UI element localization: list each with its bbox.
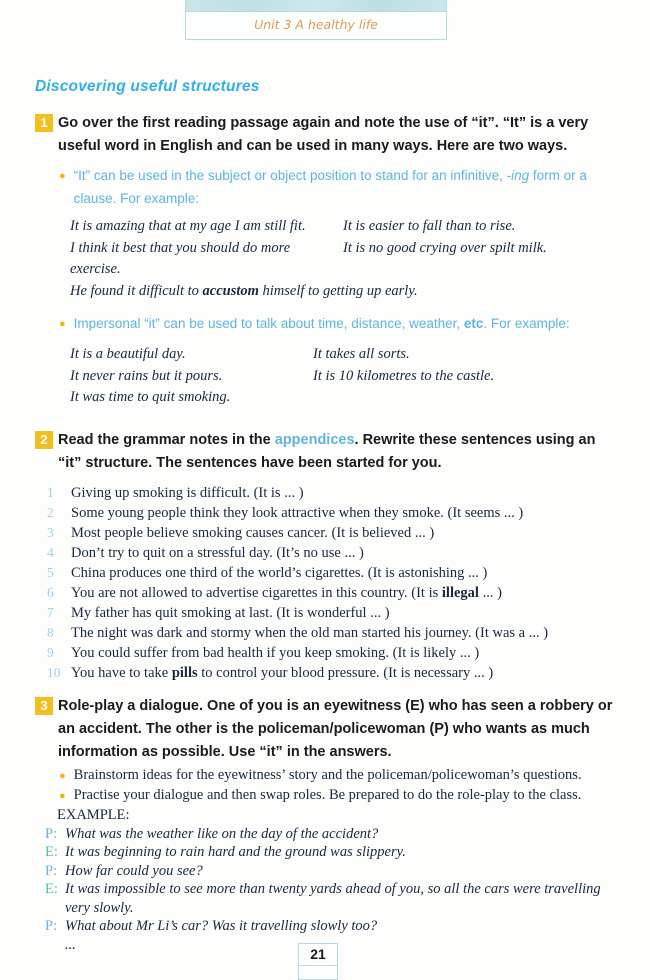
item-text: Giving up smoking is difficult. (It is ... ) bbox=[71, 484, 304, 501]
item-text: China produces one third of the world’s cigarettes. (It is astonishing ... ) bbox=[71, 564, 488, 581]
activity-1-header bbox=[35, 112, 620, 158]
item-text: Most people believe smoking causes cancer. (It is believed ... ) bbox=[71, 524, 435, 541]
list-item-number: 9 bbox=[47, 644, 54, 660]
example-row bbox=[70, 366, 620, 388]
activity-3-number-badge: 3 bbox=[35, 697, 53, 715]
example-row bbox=[70, 344, 620, 366]
list-item bbox=[47, 663, 620, 683]
list-item bbox=[47, 563, 620, 583]
example-sentence: It is a beautiful day. bbox=[70, 346, 186, 362]
speaker-label-empty bbox=[45, 936, 61, 955]
dialogue-text: How far could you see? bbox=[65, 862, 203, 879]
list-item-text bbox=[71, 543, 364, 563]
speaker-label-p: P: bbox=[45, 862, 58, 879]
list-item-number: 2 bbox=[47, 504, 54, 520]
bullet-2-text-etc: etc bbox=[463, 316, 484, 331]
activity-3-bullet-2-text: Practise your dialogue and then swap roles. Be prepared to do the role-play to the class. bbox=[73, 786, 582, 803]
list-item-number: 1 bbox=[47, 484, 54, 500]
speaker-label-e: E: bbox=[45, 844, 58, 860]
item-text: My father has quit smoking at last. (It is wonderful ... ) bbox=[71, 604, 390, 621]
list-item bbox=[47, 623, 620, 643]
item-text: Don’t try to quit on a stressful day. (It’s no use ... ) bbox=[71, 544, 364, 561]
list-item bbox=[47, 503, 620, 523]
example-row bbox=[70, 238, 620, 281]
example-sentence-post: himself to getting up early. bbox=[258, 282, 418, 299]
list-item-text bbox=[71, 483, 304, 503]
list-item-text bbox=[71, 563, 487, 583]
item-text: You have to take bbox=[71, 664, 172, 681]
list-item-text bbox=[71, 643, 479, 663]
page-number: 21 bbox=[298, 943, 338, 966]
activity-2-instruction bbox=[58, 429, 618, 475]
list-item bbox=[47, 483, 620, 503]
activity-1-instruction: Go over the first reading passage again and note the use of “it”. “It” is a very useful word in English and can be used in many ways. Here are two ways. bbox=[58, 115, 589, 154]
bullet-1-text-ing: -ing bbox=[506, 168, 530, 183]
activity-3-header bbox=[35, 695, 620, 764]
dialogue-text: What about Mr Li’s car? Was it travelling slowly too? bbox=[65, 918, 378, 934]
bullet-2-text-post: . For example: bbox=[483, 316, 570, 331]
example-row bbox=[70, 281, 620, 303]
activity-2-sentence-list bbox=[47, 483, 620, 683]
example-sentence: I think it best that you should do more exercise. bbox=[70, 239, 291, 277]
activity-1 bbox=[35, 112, 620, 409]
appendices-reference: appendices bbox=[274, 431, 355, 448]
speaker-label-p: P: bbox=[45, 825, 58, 842]
list-item-number: 6 bbox=[47, 584, 54, 600]
dialogue-text: What was the weather like on the day of the accident? bbox=[65, 825, 379, 842]
activity-2-instruction-post: . Rewrite these sentences using an “it” structure. The sentences have been started for you. bbox=[58, 431, 596, 471]
list-item-number: 10 bbox=[47, 664, 61, 680]
bullet-dot-icon: ● bbox=[59, 318, 66, 330]
example-sentence: It takes all sorts. bbox=[313, 346, 410, 362]
dialogue-line bbox=[45, 880, 615, 917]
unit-header-watercolor-band bbox=[186, 0, 446, 12]
list-item-text bbox=[71, 623, 548, 643]
bullet-dot-icon: ● bbox=[59, 170, 66, 182]
dialogue-line bbox=[45, 917, 615, 936]
example-sentence-pre: He found it difficult to bbox=[70, 282, 203, 299]
example-label: EXAMPLE: bbox=[57, 806, 130, 823]
example-sentence: It is 10 kilometres to the castle. bbox=[313, 367, 495, 384]
item-bold-word: pills bbox=[171, 664, 198, 681]
dialogue-line bbox=[45, 825, 615, 844]
dialogue-line bbox=[45, 862, 615, 881]
activity-1-bullet-2 bbox=[59, 312, 604, 336]
item-bold-word: illegal bbox=[441, 584, 479, 601]
bullet-dot-icon: ● bbox=[59, 789, 66, 802]
list-item-text bbox=[71, 583, 502, 603]
list-item-text bbox=[71, 603, 390, 623]
list-item bbox=[47, 543, 620, 563]
bullet-1-text-post: form or a clause. For example: bbox=[73, 168, 587, 206]
page-number-box bbox=[298, 943, 338, 980]
section-heading: Discovering useful structures bbox=[35, 78, 260, 95]
activity-2 bbox=[35, 429, 620, 683]
list-item-number: 4 bbox=[47, 544, 54, 560]
list-item-text bbox=[71, 523, 434, 543]
activity-1-number-badge: 1 bbox=[35, 114, 53, 132]
activity-1-bullet-1 bbox=[59, 164, 604, 210]
item-text: You could suffer from bad health if you keep smoking. (It is likely ... ) bbox=[71, 644, 480, 661]
list-item-number: 7 bbox=[47, 604, 54, 620]
activity-2-instruction-pre: Read the grammar notes in the bbox=[58, 431, 275, 448]
dialogue-ellipsis: ... bbox=[65, 936, 76, 953]
item-text: You are not allowed to advertise cigarettes in this country. (It is bbox=[71, 584, 442, 601]
activity-3-instruction: Role-play a dialogue. One of you is an eyewitness (E) who has seen a robbery or an accident. The other is the policeman/policewoman (P) who wants as much information as possible. Use “it” in the answers. bbox=[58, 697, 613, 760]
dialogue-line bbox=[45, 843, 615, 862]
example-sentence: It is easier to fall than to rise. bbox=[343, 218, 516, 234]
bullet-dot-icon: ● bbox=[59, 769, 66, 782]
example-row bbox=[70, 216, 620, 238]
item-text-post: ... ) bbox=[478, 584, 502, 601]
list-item bbox=[47, 643, 620, 663]
activity-2-header bbox=[35, 429, 620, 475]
list-item bbox=[47, 583, 620, 603]
example-row bbox=[70, 387, 620, 409]
unit-title: Unit 3 A healthy life bbox=[254, 17, 378, 32]
list-item-text bbox=[71, 503, 523, 523]
activity-3-bullet-1-text: Brainstorm ideas for the eyewitness’ story and the policeman/policewoman’s questions. bbox=[73, 766, 582, 783]
bullet-2-text-pre: Impersonal “it” can be used to talk about time, distance, weather, bbox=[73, 316, 464, 331]
page-content bbox=[35, 78, 620, 954]
example-sentence: It is no good crying over spilt milk. bbox=[343, 239, 547, 256]
item-text: Some young people think they look attractive when they smoke. (It seems ... ) bbox=[71, 504, 524, 521]
example-sentence-bold-word: accustom bbox=[202, 282, 259, 299]
dialogue-text: It was beginning to rain hard and the ground was slippery. bbox=[65, 844, 406, 860]
list-item bbox=[47, 603, 620, 623]
speaker-label-p: P: bbox=[45, 918, 58, 934]
example-sentence: It never rains but it pours. bbox=[70, 367, 223, 384]
list-item-text bbox=[71, 663, 493, 683]
activity-3-bullet-2 bbox=[59, 786, 611, 806]
activity-1-bullet-1-text bbox=[74, 164, 604, 210]
item-text: The night was dark and stormy when the old man started his journey. (It was a ... ) bbox=[71, 624, 549, 641]
activity-1-bullet-2-text bbox=[74, 312, 570, 336]
page-number-box-lower-cell bbox=[298, 966, 338, 980]
item-text-post: to control your blood pressure. (It is necessary ... ) bbox=[197, 664, 494, 681]
activity-1-examples-2 bbox=[70, 344, 620, 409]
list-item-number: 8 bbox=[47, 624, 54, 640]
unit-header-box bbox=[185, 0, 447, 40]
example-sentence: It was time to quit smoking. bbox=[70, 389, 231, 405]
bullet-1-text-pre: “It” can be used in the subject or object position to stand for an infinitive, bbox=[73, 168, 507, 183]
activity-1-examples-1 bbox=[70, 216, 620, 302]
speaker-label-e: E: bbox=[45, 881, 58, 897]
activity-3 bbox=[35, 695, 620, 955]
example-sentence: It is amazing that at my age I am still fit. bbox=[70, 218, 306, 234]
list-item bbox=[47, 523, 620, 543]
dialogue-text: It was impossible to see more than twenty yards ahead of you, so all the cars were travelling very slowly. bbox=[65, 881, 601, 916]
list-item-number: 3 bbox=[47, 524, 54, 540]
example-dialogue bbox=[45, 825, 620, 955]
activity-3-bullet-1 bbox=[59, 766, 611, 786]
list-item-number: 5 bbox=[47, 564, 54, 580]
activity-2-number-badge: 2 bbox=[35, 431, 53, 449]
